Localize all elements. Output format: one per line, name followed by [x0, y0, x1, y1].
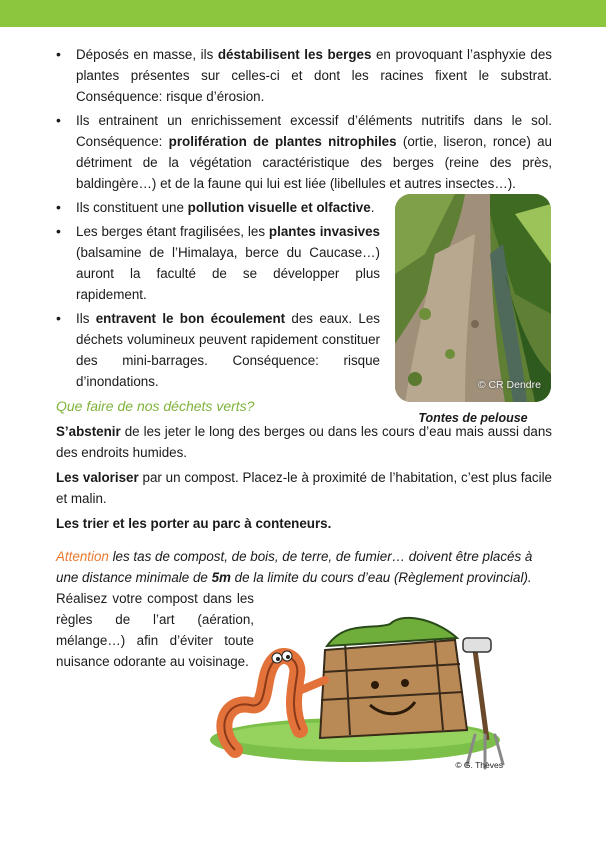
list-item: • Les berges étant fragilisées, les plantes invasives (balsamine de l’Himalaya, berce du Caucase…) auront la faculté de se développer plus rapidement.: [56, 221, 380, 305]
page-content: [56, 44, 552, 672]
illustration-credit: © G. Thèves: [455, 760, 503, 770]
list-item: • Déposés en masse, ils déstabilisent les berges en provoquant l’asphyxie des plantes présentes sur celles-ci et dont les racines fixent le substrat. Conséquence: risque d’érosion.: [56, 44, 552, 107]
advice-paragraph: Les trier et les porter au parc à conteneurs.: [56, 516, 332, 531]
attention-distance: 5m: [211, 570, 231, 585]
photo-credit: © CR Dendre: [477, 379, 541, 391]
attention-rule: de la limite du cours d’eau (Règlement provincial).: [230, 570, 532, 585]
attention-text: les tas de compost, de bois, de terre, de fumier… doivent être placés à une distance minimale de: [56, 549, 533, 585]
list-item: • Ils constituent une pollution visuelle et olfactive.: [56, 197, 380, 218]
section-title: Que faire de nos déchets verts?: [56, 398, 255, 414]
compost-illustration: [205, 580, 505, 770]
worm-compost-drawing: [205, 580, 505, 770]
list-item: • Ils entrainent un enrichissement excessif d’éléments nutritifs dans le sol. Conséquence: prolifération de plantes nitrophiles (ortie, liseron, ronce) au détriment de la végétation caractéristique des berges (reine des près, baldingère…) et de la faune qui lui est liée (libellules et autres insectes…).: [56, 110, 552, 194]
attention-word: Attention: [56, 549, 109, 564]
advice-paragraph: S’abstenir de les jeter le long des berges ou dans les cours d’eau mais aussi dans des endroits humides.: [56, 424, 552, 460]
list-item: • Ils entravent le bon écoulement des eaux. Les déchets volumineux peuvent rapidement constituer des mini-barrages. Conséquence: risque d’inondations.: [56, 308, 380, 392]
riverbank-photo-drawing: [395, 194, 551, 402]
top-color-band: [0, 0, 606, 27]
advice-paragraph: Les valoriser par un compost. Placez-le à proximité de l’habitation, c’est plus facile et malin.: [56, 470, 552, 506]
compost-advice: Réalisez votre compost dans les règles de l’art (aération, mélange…) afin d’éviter toute nuisance odorante au voisinage.: [56, 591, 254, 669]
riverbank-photo: [395, 194, 551, 402]
photo-block: [395, 194, 551, 429]
photo-caption: Tontes de pelouse: [418, 411, 528, 425]
